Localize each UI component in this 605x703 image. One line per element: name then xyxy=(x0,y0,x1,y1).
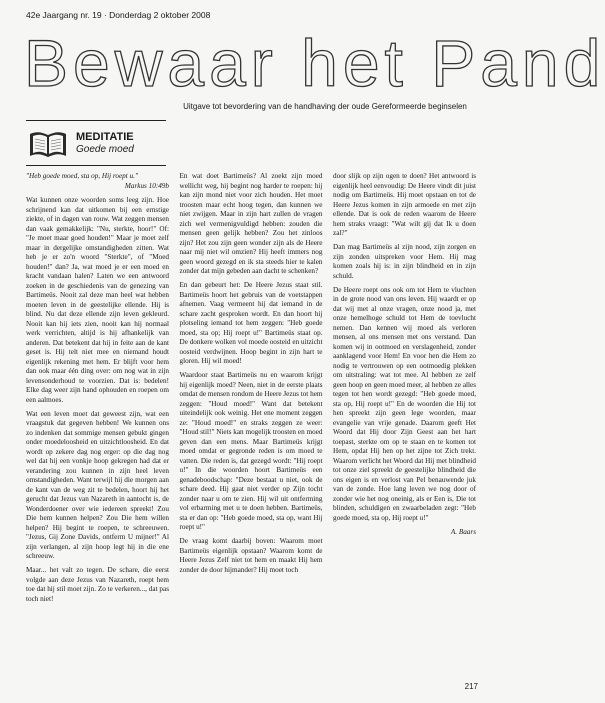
paragraph: En dan gebeurt het: De Heere Jezus staat stil. Bartimeüs hoort het gebruis van de voetstappen afnemen. Vaag vermeent hij dat iemand in de schare zacht gesproken wordt. En dan hoort hij plotseling iemand tot hem zeggen: "Heb goede moed, sta op; Hij roept u!" Bartimeüs staat op. De donkere wolken vol moede oosteid en uitzicht oosteid verdwijnen. Hoop begint in zijn hart te gloren. Hij wil moed! xyxy=(179,281,323,365)
paragraph: En wat doet Bartimeüs? Al zoekt zijn moed wellicht weg, hij begint nog harder te roepen: hij kan zijn mond niet voor zich houden. Het moet troosten maar echt hoog tegen, dan kunnen we niet zwijgen. Maar in zijn hart zullen de vragen zich wel vermenigvuldigd hebben: zouden die mensen geen gelijk hebben? Zou het zinloos zijn? Het zou zijn geen wonder zijn als de Heere naar mij niet wil omzien? Hij heeft immers nog geen woord gezegd en ik sta steeds hier te kalen zonder dat mijn gebeden aan dacht te schenken? xyxy=(179,172,323,275)
section-title: MEDITATIE xyxy=(76,130,134,143)
opening-quote: "Heb goede moed, sta op, Hij roept u." xyxy=(26,172,138,180)
issue-line: 42e Jaargang nr. 19 · Donderdag 2 oktober 2008 xyxy=(26,10,211,20)
paragraph: Waardoor staat Bartimeüs nu en waarom krijgt hij eigenlijk moed? Neen, niet in de eerste plaats omdat de mensen rondom de Heere Jezus tot hem zeggen: "Houd moed!" Want dat betekent uiteindelijk ook weinig. Het ene moment zeggen ze: "Houd moed!" en straks zeggen ze weer: "Houd stil!" Niets kan mogelijk troosten en moed geven dan een mens. Maar Bartimeüs krijgt moed omdat er gegronde reden is om moed te vatten. Die reden is, dat gezegd wordt: "Hij roept u!" In die woorden hoort Bartimeüs een genadeboodschap: "Deze bestaat u niet, ook de schare deed. Hij gaat niet verder op Zijn tocht zonder naar u om te zien. Hij wil uit ontferming vol erbarming met u te doen hebben. Bartimeüs, sta er dan op: "Heb goede moed, sta op, want Hij roept u!" xyxy=(179,371,323,531)
paragraph: De vraag komt daarbij boven: Waarom moet Bartimeüs eigenlijk opstaan? Waarom komt de Heere Jezus Zelf niet tot hem en maakt Hij hem zonder de door hijmander? Hij moet toch xyxy=(179,537,323,574)
meditatie-header xyxy=(26,120,166,166)
masthead-title: Bewaar het Pand xyxy=(24,26,605,100)
author-signature: A. Baars xyxy=(450,527,476,536)
paragraph: Wat kunnen onze woorden soms leeg zijn. Hoe schrijnend kan dat uitkomen bij een ernstige ziekte, of in dagen van rouw. Wat zeggen mensen dan vaak gemakkelijk: "Nu, sterkte, hoor!" Of: "Je moet maar goed houden!" Maar je moet zelf maar in dergelijke omstandigheden zitten. Wat heb je er zo'n woord "Sterkte", of "Moed houden!" dan? Ja, wat moed je er een moed en kracht vandaan halen? Laten we een antwoord zoeken in de geschiedenis van de genezing van Bartimeüs. Nooit zal deze man heel wat hebben moeten leven in de geestelijke ellende. Hij is blind. Nu dat deze ellende zijn leven gekleurd. Nooit kan hij iets zien, nooit kan hij normaal werk verrichten, altijd is hij afhankelijk van anderen. Dat betekent dat hij in feite aan de kant geset is. Hij telt niet mee en niemand houdt eigenlijk rekening met hem. Er blijft voor hem dan ook maar één ding over: om nog wat in zijn levensonderhoud te voorzien. Dat is: bedelen! Elke dag weer zijn hand ophouden en roepen om een aalmoes. xyxy=(26,196,169,404)
paragraph: Dan mag Bartimeüs al zijn nood, zijn zorgen en zijn zonden uitspreken voor Hem. Hij mag komen zoals hij is: in zijn blindheid en in zijn schuld. xyxy=(333,243,476,280)
article-column-1 xyxy=(26,172,169,672)
paragraph: Maar... het valt zo tegen. De schare, die eerst volgde aan deze Jezus van Nazareth, roept hem toe dat hij stil moet zijn. Zo te verkeren..., dat pas toch niet! xyxy=(26,566,169,603)
section-subtitle: Goede moed xyxy=(76,143,134,155)
open-bible-icon xyxy=(26,122,70,164)
masthead-subtitle: Uitgave tot bevordering van de handhaving der oude Gereformeerde beginselen xyxy=(183,102,467,111)
paragraph: De Heere roept ons ook om tot Hem te vluchten in de grote nood van ons leven. Hij waardt er op dat wij met al onze vragen, onze nood ja, met onze hemelhoge schuld tot Hem de toevlucht nemen. Dan kennen wij moed als verloren mensen, al ons mensen met ons verstand. Dan komen wij in ootmoed en verslagenheid, zonder aanklagend voor Hem! En voor hen die Hem zo nodig te vertrouwen op een ootmoedig plekken om uitstraling: wat tot mee. Al hebben ze zelf geen hoop en geen moed meer, al hebben ze alles tegen tot hen wordt gezegd: "Heb goede moed, sta op, Hij roept u!" En de woorden die Hij tot hen spreekt zijn geen lege woorden, maar evangelie van vrije genade. Daarom geeft Het Woord dat Hij door Zijn Geest aan het hart toepast, sterkte om op te staan en te komen tot Hem, opdat Hij hen op het zijne tot Zich trekt. Waarom verlicht het Woord dat Hij met blindheid tot onze ziel spreekt de geestelijke blindheid die ons eigen is en verlost van Pel benauwende juk van de zonde. Hoe lang leven we nog door of zonder wie het nog oneinig, als er Een is, Die tot blinden, schuldigen en zwaarbeladen zegt: "Heb goede moed, sta op, Hij roept u!" xyxy=(333,285,476,522)
article-column-3 xyxy=(333,172,476,672)
paragraph: door slijk op zijn ogen te doen? Het antwoord is eigenlijk heel eenvoudig: De Heere vindt dit juist nodig om Bartimeüs. Hij moet opstaan en tot de Heere Jezus komen in zijn armoede en met zijn ellende. Dat is ook de reden waarom de Heere hem straks vraagt: "Wat wilt gij dat Ik u doen zal?" xyxy=(333,172,476,237)
paragraph: Wat een leven moet dat geweest zijn, wat een vraagstuk dat gegeven hebben! We kunnen ons zo indenken dat sommige mensen gebukt gingen onder moedeloosheid en uitzichtloosheid. En dat wordt op zekere dag nog erger: op die dag nog wel dat hij een vonkje hoop gekregen had dat er verandering zou kunnen in zijn heel leven omstandigheden. Want terwijl hij die morgen aan de kant van de weg zit te bedelen, hoort hij het gerucht dat Jezus van Nazareth in aantocht is, de Wonderdoener over wie iedereen spreekt! Zou Die hem kunnen helpen? Zou Die hem willen helpen? Hij begint te roepen, te schreeuwen. "Jezus, Gij Zone Davids, ontferm U mijner!" Al zijn verlangen, al zijn hoop legt hij in die ene schreeuw. xyxy=(26,409,169,560)
article-column-2 xyxy=(180,172,323,672)
quote-reference: Markus 10:49b xyxy=(124,181,169,190)
page-number: 217 xyxy=(464,682,478,691)
article-body xyxy=(26,172,476,672)
